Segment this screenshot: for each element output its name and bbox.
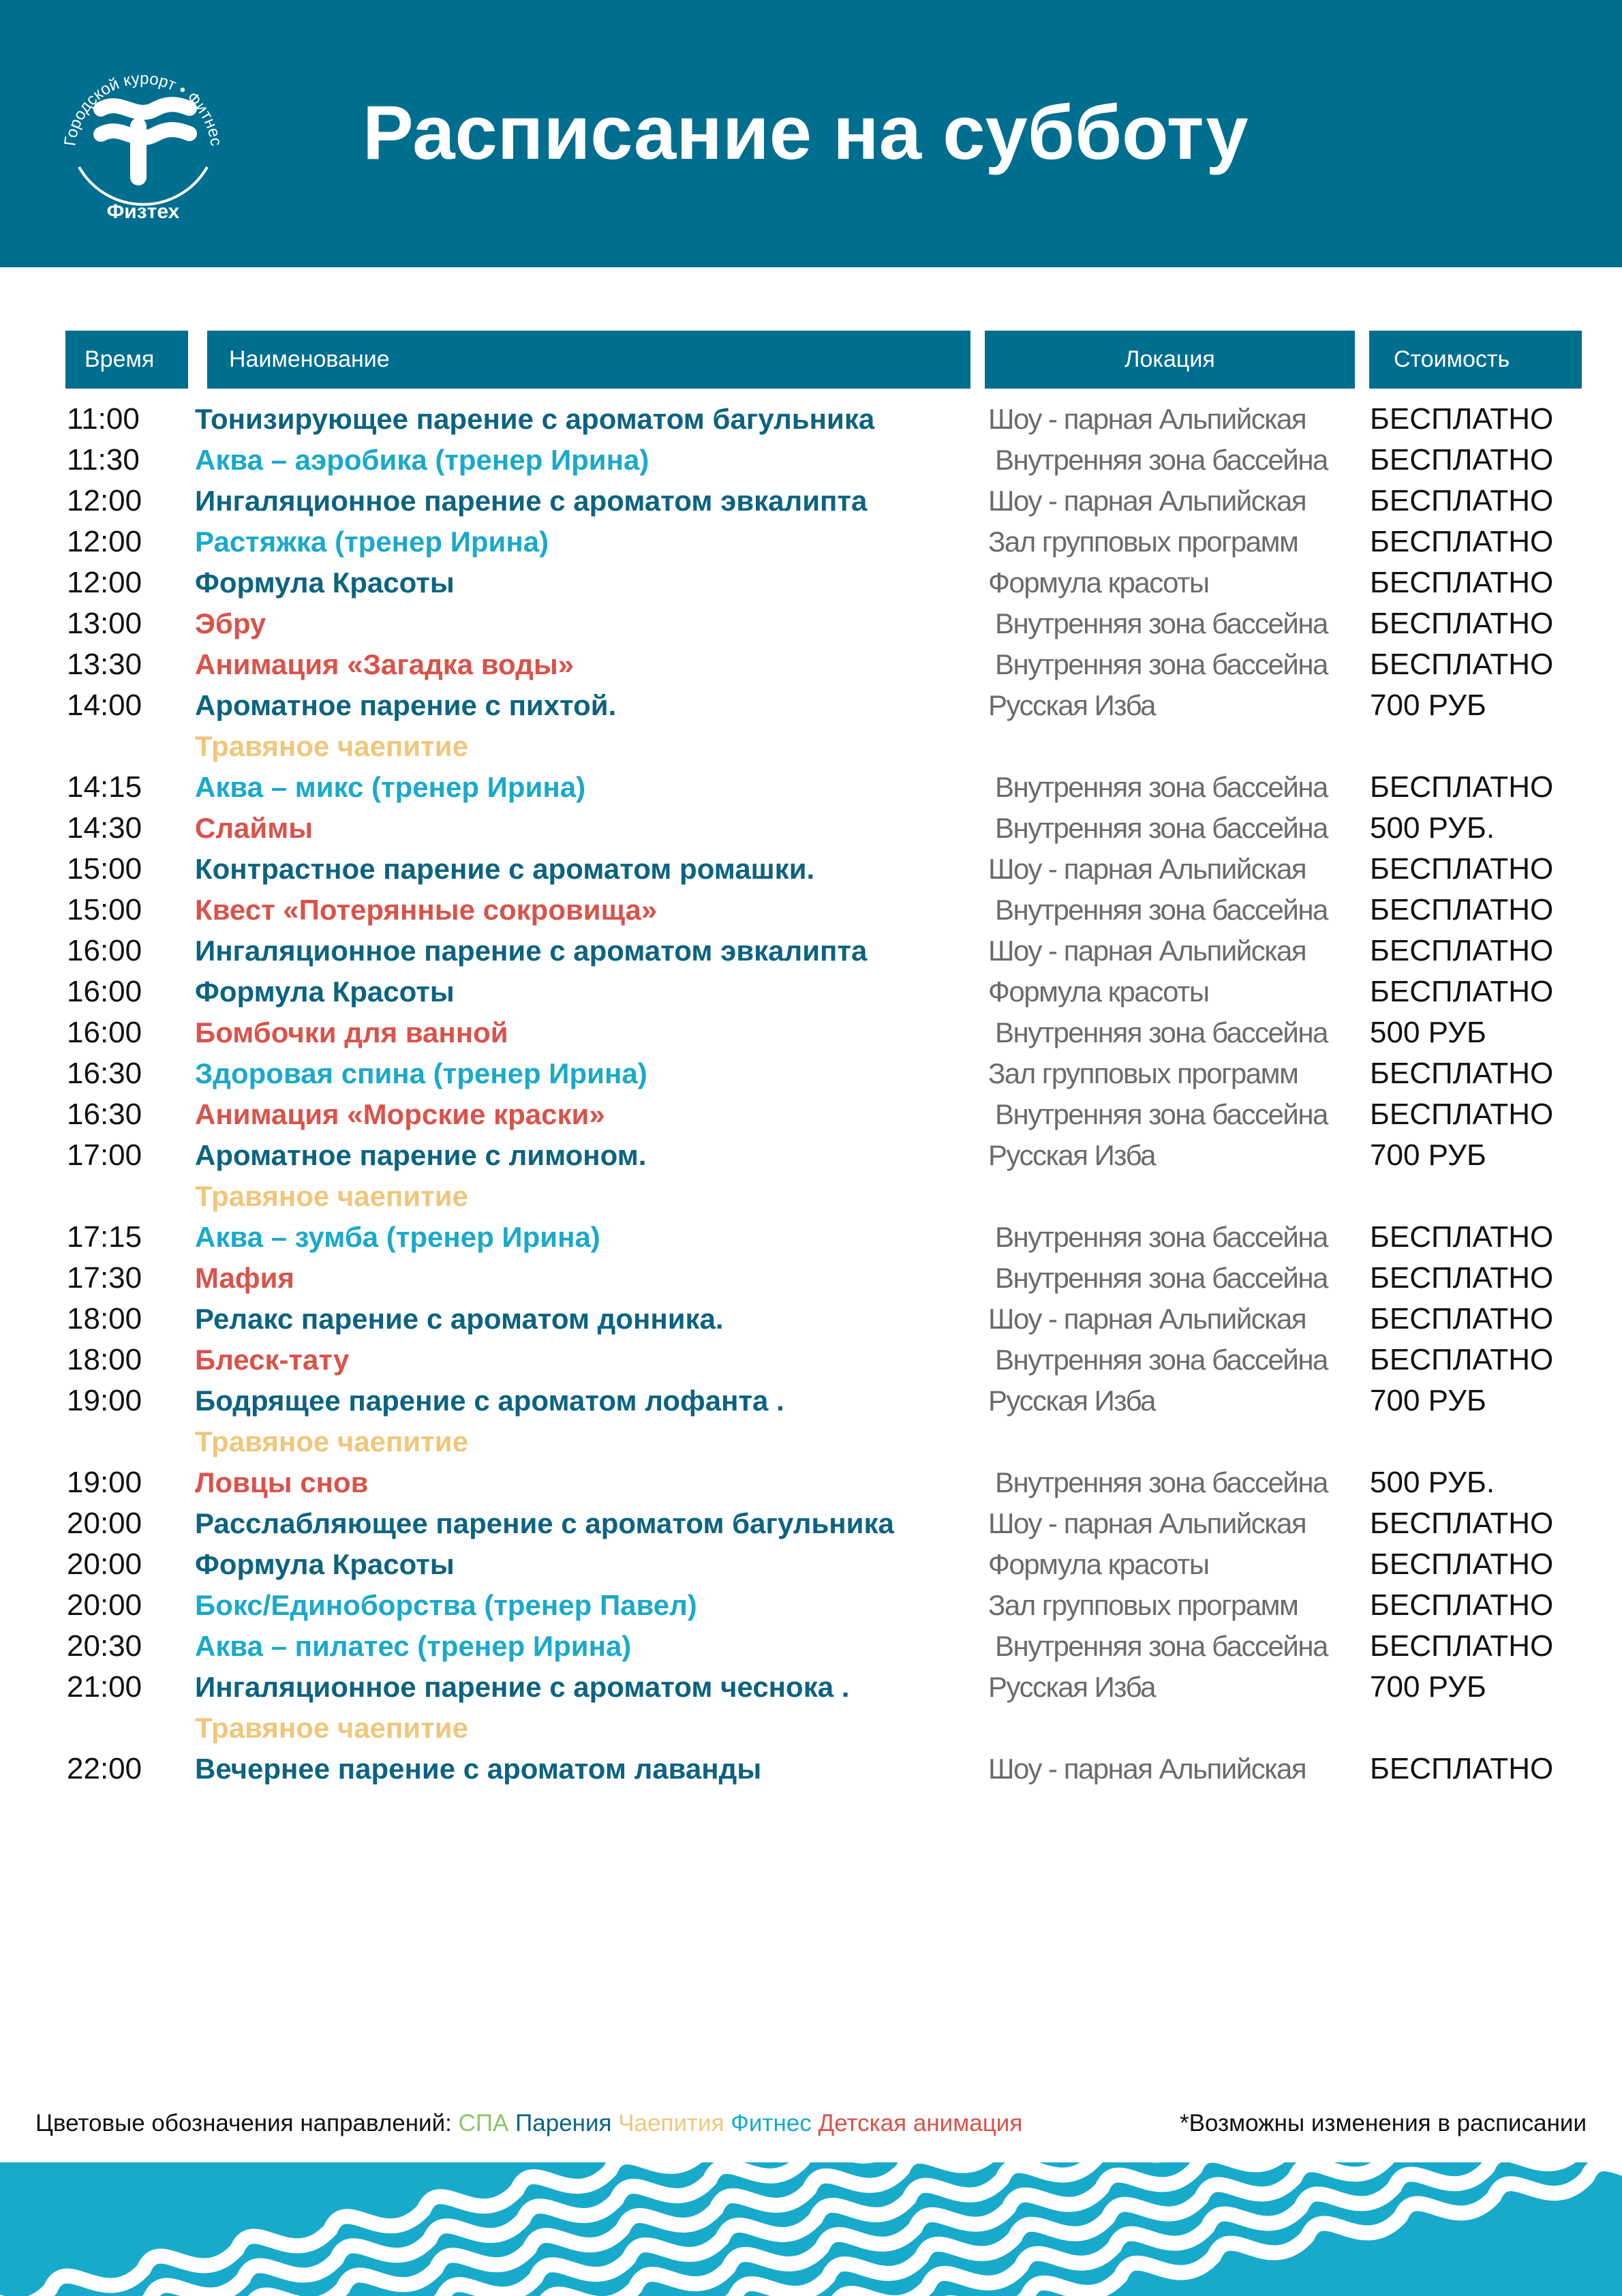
- schedule-row: [0, 1503, 1622, 1544]
- row-event-name: Расслабляющее парение с ароматом багульника: [195, 1507, 894, 1539]
- row-location: Шоу - парная Альпийская: [988, 485, 1306, 517]
- row-event-name: Анимация «Загадка воды»: [195, 648, 575, 680]
- schedule-row: [0, 1135, 1622, 1176]
- legend-prefix: Цветовые обозначения направлений:: [35, 2110, 459, 2136]
- schedule-row: [0, 562, 1622, 603]
- row-event-name: Слаймы: [195, 812, 313, 844]
- row-location: Внутренняя зона бассейна: [995, 1466, 1328, 1498]
- row-event-name: Эбру: [195, 607, 266, 639]
- row-time: 21:00: [67, 1670, 142, 1704]
- schedule-change-note: *Возможны изменения в расписании: [1180, 2110, 1587, 2136]
- legend-kids: Детская анимация: [818, 2110, 1023, 2136]
- row-location: Внутренняя зона бассейна: [995, 894, 1328, 926]
- schedule-row: [0, 1258, 1622, 1299]
- row-location: Внутренняя зона бассейна: [995, 1016, 1328, 1048]
- row-location: Внутренняя зона бассейна: [995, 771, 1328, 803]
- row-time: 17:30: [67, 1261, 142, 1295]
- row-price: 700 РУБ: [1370, 1138, 1486, 1172]
- row-event-name: Ингаляционное парение с ароматом эвкалипта: [195, 485, 868, 517]
- row-time: 14:30: [67, 811, 142, 845]
- row-time: 15:00: [67, 852, 142, 886]
- row-event-name: Формула Красоты: [195, 567, 455, 599]
- schedule-row: [0, 1749, 1622, 1789]
- row-price: БЕСПЛАТНО: [1370, 770, 1554, 804]
- row-price: БЕСПЛАТНО: [1370, 1752, 1554, 1785]
- row-price: 700 РУБ: [1370, 1670, 1486, 1704]
- column-header-price: Стоимость: [1369, 331, 1582, 389]
- row-location: Шоу - парная Альпийская: [988, 1507, 1306, 1539]
- schedule-table: [0, 399, 1622, 1789]
- page-title: Расписание на субботу: [363, 90, 1249, 175]
- row-time: 20:00: [67, 1588, 142, 1622]
- row-price: 700 РУБ: [1370, 1384, 1486, 1417]
- row-time: 13:30: [67, 648, 142, 681]
- row-time: 22:00: [67, 1752, 142, 1785]
- schedule-row: [0, 726, 1622, 767]
- row-price: БЕСПЛАТНО: [1370, 443, 1554, 477]
- row-event-name: Растяжка (тренер Ирина): [195, 526, 549, 558]
- row-location: Формула красоты: [988, 976, 1209, 1008]
- row-time: 17:15: [67, 1220, 142, 1254]
- row-event-name: Тонизирующее парение с ароматом багульника: [195, 403, 875, 435]
- row-price: БЕСПЛАТНО: [1370, 1507, 1554, 1540]
- row-time: 20:30: [67, 1629, 142, 1663]
- row-event-name: Блеск-тату: [195, 1344, 350, 1376]
- row-time: 16:30: [67, 1057, 142, 1090]
- schedule-row: [0, 1421, 1622, 1462]
- row-time: 11:00: [67, 402, 140, 436]
- schedule-row: [0, 1176, 1622, 1217]
- schedule-row: [0, 808, 1622, 849]
- schedule-row: [0, 1462, 1622, 1503]
- color-legend: [35, 2106, 1022, 2141]
- schedule-row: [0, 440, 1622, 481]
- row-time: 20:00: [67, 1507, 142, 1540]
- row-event-name: Формула Красоты: [195, 976, 455, 1008]
- row-event-name: Бокс/Единоборства (тренер Павел): [195, 1589, 697, 1621]
- row-event-name: Травяное чаепитие: [195, 1180, 468, 1212]
- schedule-row: [0, 1299, 1622, 1340]
- row-price: БЕСПЛАТНО: [1370, 1057, 1554, 1090]
- row-location: Русская Изба: [988, 1671, 1156, 1703]
- schedule-row: [0, 931, 1622, 971]
- column-header-name: Наименование: [207, 331, 970, 389]
- row-location: Шоу - парная Альпийская: [988, 1303, 1306, 1335]
- logo-ring-top-text: Городской курорт • Фитнес: [61, 69, 226, 147]
- row-event-name: Ловцы снов: [195, 1466, 369, 1498]
- row-price: БЕСПЛАТНО: [1370, 648, 1554, 681]
- row-location: Русская Изба: [988, 1139, 1156, 1171]
- schedule-row: [0, 1217, 1622, 1258]
- row-event-name: Квест «Потерянные сокровища»: [195, 894, 658, 926]
- row-time: 14:15: [67, 770, 142, 804]
- row-event-name: Вечернее парение с ароматом лаванды: [195, 1753, 762, 1785]
- row-price: БЕСПЛАТНО: [1370, 975, 1554, 1008]
- row-event-name: Бомбочки для ванной: [195, 1016, 508, 1048]
- row-event-name: Ароматное парение с пихтой.: [195, 689, 617, 721]
- row-price: БЕСПЛАТНО: [1370, 1343, 1554, 1376]
- schedule-row: [0, 522, 1622, 562]
- row-time: 18:00: [67, 1343, 142, 1376]
- schedule-row: [0, 481, 1622, 522]
- row-event-name: Аква – зумба (тренер Ирина): [195, 1221, 600, 1253]
- row-price: БЕСПЛАТНО: [1370, 525, 1554, 558]
- row-location: Внутренняя зона бассейна: [995, 607, 1328, 639]
- row-price: БЕСПЛАТНО: [1370, 566, 1554, 599]
- schedule-row: [0, 971, 1622, 1012]
- row-event-name: Бодрящее парение с ароматом лофанта .: [195, 1385, 784, 1417]
- row-price: БЕСПЛАТНО: [1370, 934, 1554, 967]
- row-time: 15:00: [67, 893, 142, 926]
- schedule-row: [0, 1053, 1622, 1094]
- schedule-row: [0, 767, 1622, 808]
- row-location: Шоу - парная Альпийская: [988, 1753, 1306, 1785]
- schedule-row: [0, 1585, 1622, 1626]
- row-event-name: Аква – пилатес (тренер Ирина): [195, 1630, 632, 1662]
- fizteh-logo: [46, 37, 241, 232]
- row-price: БЕСПЛАТНО: [1370, 1302, 1554, 1335]
- row-event-name: Релакс парение с ароматом донника.: [195, 1303, 724, 1335]
- schedule-row: [0, 1340, 1622, 1380]
- row-event-name: Анимация «Морские краски»: [195, 1098, 605, 1130]
- row-time: 16:00: [67, 934, 142, 967]
- row-event-name: Ароматное парение с лимоном.: [195, 1139, 647, 1171]
- legend-fitness: Фитнес: [731, 2110, 812, 2136]
- row-time: 16:30: [67, 1098, 142, 1131]
- row-price: БЕСПЛАТНО: [1370, 607, 1554, 640]
- row-location: Формула красоты: [988, 567, 1209, 599]
- row-event-name: Ингаляционное парение с ароматом чеснока .: [195, 1671, 850, 1703]
- row-location: Зал групповых программ: [988, 1589, 1298, 1621]
- schedule-row: [0, 1626, 1622, 1667]
- row-event-name: Аква – аэробика (тренер Ирина): [195, 444, 649, 476]
- legend-spa: СПА: [458, 2110, 509, 2136]
- row-location: Внутренняя зона бассейна: [995, 444, 1328, 476]
- row-event-name: Здоровая спина (тренер Ирина): [195, 1057, 647, 1089]
- row-price: 500 РУБ.: [1370, 1466, 1495, 1499]
- row-time: 16:00: [67, 1016, 142, 1049]
- schedule-row: [0, 1012, 1622, 1053]
- row-time: 20:00: [67, 1547, 142, 1581]
- row-time: 12:00: [67, 566, 142, 599]
- schedule-row: [0, 1380, 1622, 1421]
- row-time: 16:00: [67, 975, 142, 1008]
- row-price: БЕСПЛАТНО: [1370, 1220, 1554, 1254]
- schedule-row: [0, 849, 1622, 890]
- row-time: 17:00: [67, 1138, 142, 1172]
- column-header-location: Локация: [985, 331, 1355, 389]
- schedule-row: [0, 1094, 1622, 1135]
- row-time: 12:00: [67, 525, 142, 558]
- row-price: БЕСПЛАТНО: [1370, 893, 1554, 926]
- row-location: Русская Изба: [988, 689, 1156, 721]
- column-header-time: Время: [65, 331, 188, 389]
- row-location: Внутренняя зона бассейна: [995, 1344, 1328, 1376]
- schedule-row: [0, 399, 1622, 440]
- schedule-row: [0, 1667, 1622, 1708]
- row-event-name: Контрастное парение с ароматом ромашки.: [195, 853, 815, 885]
- row-location: Русская Изба: [988, 1385, 1156, 1417]
- row-location: Зал групповых программ: [988, 1057, 1298, 1089]
- row-event-name: Аква – микс (тренер Ирина): [195, 771, 586, 803]
- row-price: БЕСПЛАТНО: [1370, 1098, 1554, 1131]
- row-time: 19:00: [67, 1384, 142, 1417]
- row-price: БЕСПЛАТНО: [1370, 1629, 1554, 1663]
- schedule-row: [0, 603, 1622, 644]
- row-price: БЕСПЛАТНО: [1370, 852, 1554, 886]
- row-time: 18:00: [67, 1302, 142, 1335]
- row-event-name: Формула Красоты: [195, 1548, 455, 1580]
- row-location: Внутренняя зона бассейна: [995, 1221, 1328, 1253]
- row-price: БЕСПЛАТНО: [1370, 1547, 1554, 1581]
- schedule-row: [0, 685, 1622, 726]
- row-location: Шоу - парная Альпийская: [988, 853, 1306, 885]
- row-price: БЕСПЛАТНО: [1370, 1261, 1554, 1295]
- row-price: БЕСПЛАТНО: [1370, 402, 1554, 436]
- header-banner: [0, 0, 1622, 267]
- row-event-name: Травяное чаепитие: [195, 730, 468, 762]
- row-time: 12:00: [67, 484, 142, 517]
- row-price: 700 РУБ: [1370, 689, 1486, 722]
- row-location: Шоу - парная Альпийская: [988, 403, 1306, 435]
- row-time: 19:00: [67, 1466, 142, 1499]
- row-time: 14:00: [67, 689, 142, 722]
- row-location: Внутренняя зона бассейна: [995, 1262, 1328, 1294]
- row-location: Внутренняя зона бассейна: [995, 1630, 1328, 1662]
- row-location: Внутренняя зона бассейна: [995, 812, 1328, 844]
- row-price: БЕСПЛАТНО: [1370, 484, 1554, 517]
- schedule-row: [0, 1708, 1622, 1749]
- legend-steam: Парения: [515, 2110, 612, 2136]
- row-event-name: Ингаляционное парение с ароматом эвкалипта: [195, 935, 868, 967]
- schedule-row: [0, 890, 1622, 931]
- row-location: Формула красоты: [988, 1548, 1209, 1580]
- row-event-name: Мафия: [195, 1262, 294, 1294]
- logo-ring-bottom-text: Физтех: [106, 200, 180, 223]
- row-event-name: Травяное чаепитие: [195, 1712, 468, 1744]
- wave-t-logo-icon: [101, 104, 189, 177]
- row-price: 500 РУБ: [1370, 1016, 1486, 1049]
- row-time: 11:30: [67, 443, 140, 477]
- row-location: Шоу - парная Альпийская: [988, 935, 1306, 967]
- row-time: 13:00: [67, 607, 142, 640]
- row-location: Внутренняя зона бассейна: [995, 1098, 1328, 1130]
- schedule-row: [0, 1544, 1622, 1585]
- row-location: Внутренняя зона бассейна: [995, 648, 1328, 680]
- legend-tea: Чаепития: [618, 2110, 724, 2136]
- wave-pattern-footer: [0, 2162, 1622, 2296]
- row-price: 500 РУБ.: [1370, 811, 1495, 845]
- row-location: Зал групповых программ: [988, 526, 1298, 558]
- row-price: БЕСПЛАТНО: [1370, 1588, 1554, 1622]
- row-event-name: Травяное чаепитие: [195, 1425, 468, 1457]
- schedule-row: [0, 644, 1622, 685]
